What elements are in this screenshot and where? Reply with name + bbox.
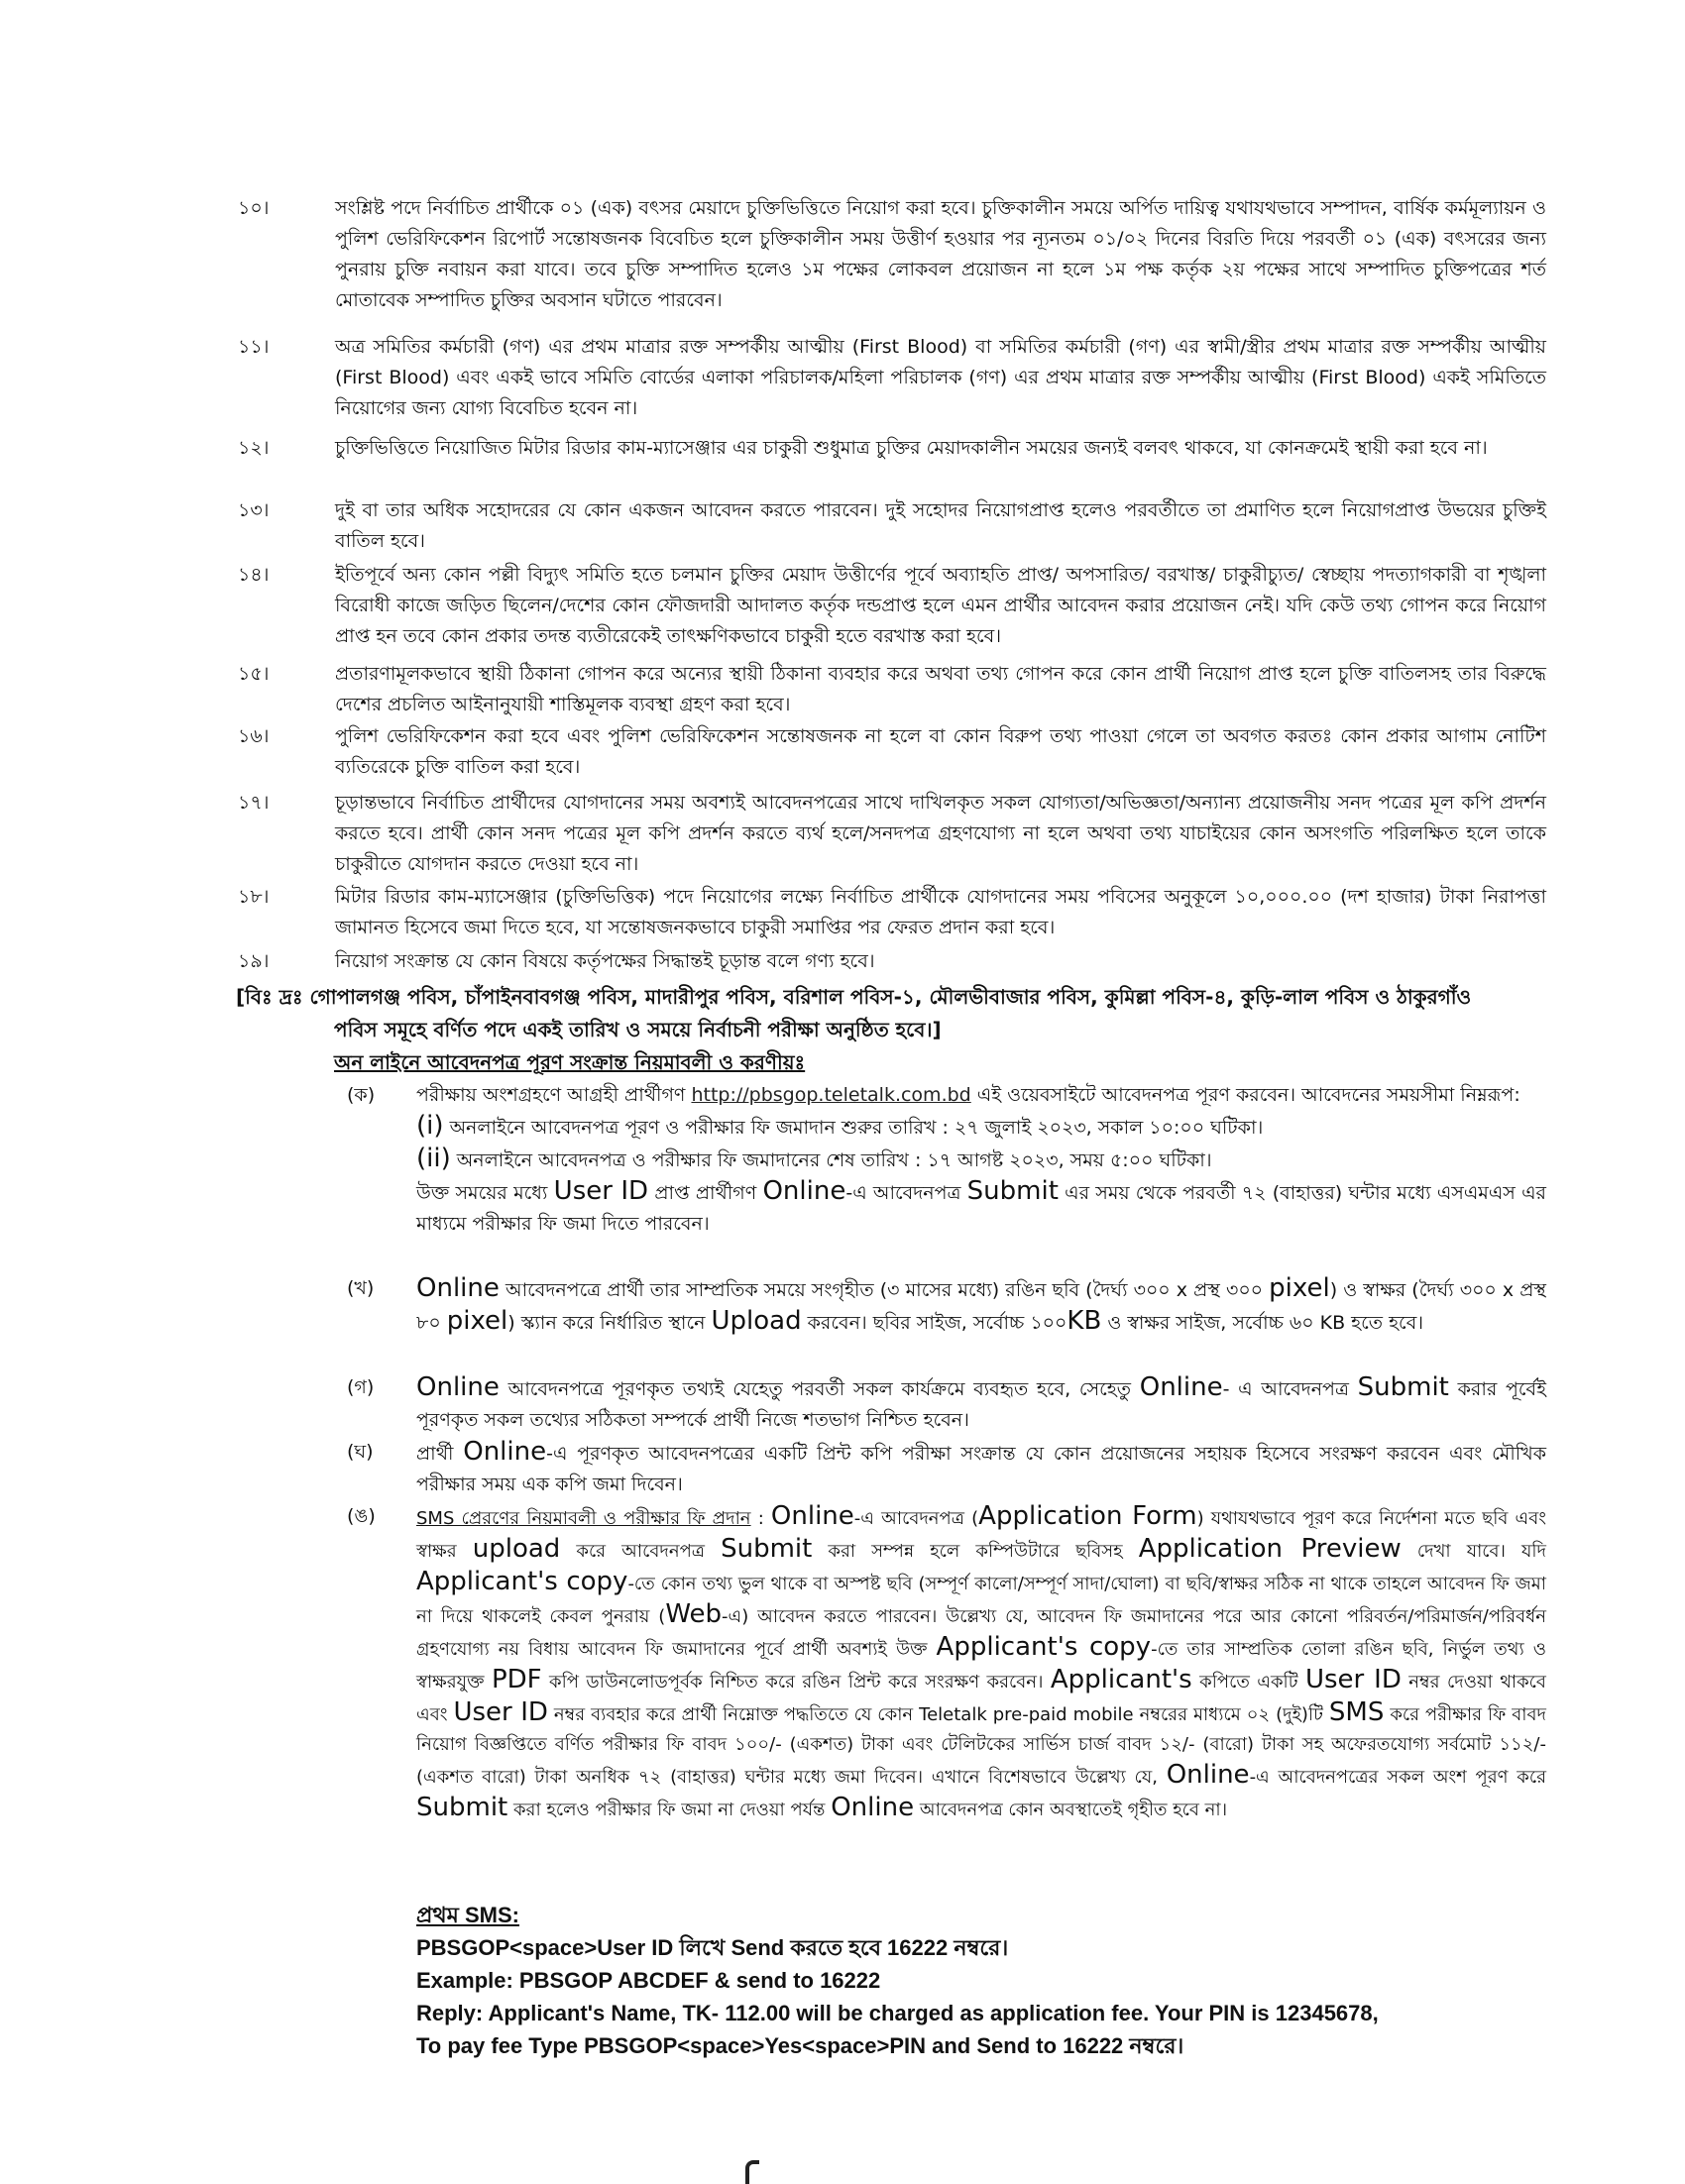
online-term: Online bbox=[762, 1176, 846, 1206]
date-marker-ii: (ii) bbox=[416, 1144, 451, 1173]
clause-number: ১০। bbox=[238, 197, 270, 219]
rule-text-part: নম্বর দেওয়া থাকবে এবং bbox=[416, 1672, 1546, 1725]
rule-text-part: এই ওয়েবসাইটে আবেদনপত্র পূরণ করবেন। আবেদনের সময়সীমা নিম্নরূপ: bbox=[976, 1084, 1520, 1106]
start-date-text: অনলাইনে আবেদনপত্র পূরণ ও পরীক্ষার ফি জমাদান শুরুর তারিখ : ২৭ জুলাই ২০২৩, সকাল ১০:০০ ঘটিকা। bbox=[449, 1117, 1264, 1139]
end-date-text: অনলাইনে আবেদনপত্র ও পরীক্ষার ফি জমাদানের শেষ তারিখ : ১৭ আগষ্ট ২০২৩, সময় ৫:০০ ঘটিকা। bbox=[456, 1149, 1212, 1171]
clause-text: মিটার রিডার কাম-ম্যাসেঞ্জার (চুক্তিভিত্তিক) পদে নিয়োগের লক্ষ্যে নির্বাচিত প্রার্থীকে যোগদানের সময় পবিসের অনুকূলে ১০,০০০.০০ (দশ হাজার) টাকা নিরাপত্তা জামানত হিসেবে জমা দিতে হবে, যা সন্তোষজনকভাবে চাকুরী সমাপ্তির পর ফেরত প্রদান করা হবে। bbox=[335, 886, 1546, 938]
clause-16 bbox=[238, 721, 1546, 783]
userid-term: User ID bbox=[453, 1697, 548, 1727]
rule-text-part: -তে তার সাম্প্রতিক তোলা রঙিন ছবি, নির্ভুল তথ্য ও স্বাক্ষরযুক্ত bbox=[416, 1639, 1546, 1693]
first-sms-label: প্রথম SMS: bbox=[416, 1903, 519, 1927]
pixel-term: pixel bbox=[1269, 1273, 1330, 1303]
online-term: Online bbox=[1139, 1372, 1223, 1402]
clause-18 bbox=[238, 882, 1546, 943]
upload-term: upload bbox=[472, 1534, 561, 1564]
clause-number: ১১। bbox=[238, 336, 270, 358]
rule-text-part: করবেন। ছবির সাইজ, সর্বোচ্চ ১০০ bbox=[807, 1312, 1067, 1334]
submit-term: Submit bbox=[966, 1176, 1059, 1206]
pdf-term: PDF bbox=[491, 1665, 542, 1694]
clause-number: ১৩। bbox=[238, 499, 270, 521]
clause-text: অত্র সমিতির কর্মচারী (গণ) এর প্রথম মাত্রার রক্ত সম্পর্কীয় আত্মীয় (First Blood) বা সমিতির কর্মচারী (গণ) এর স্বামী/স্ত্রীর প্রথম মাত্রার রক্ত সম্পর্কীয় আত্মীয় (First Blood) এবং একই ভাবে সমিতি বোর্ডের এলাকা পরিচালক/মহিলা পরিচালক (গণ) এর প্রথম মাত্রার রক্ত সম্পর্কীয় আত্মীয় (First Blood) একই সমিতিতে নিয়োগের জন্য যোগ্য বিবেচিত হবেন না। bbox=[335, 336, 1546, 419]
rule-number: (ঙ) bbox=[347, 1505, 376, 1527]
rule-text-part: করে পরীক্ষার ফি বাবদ নিয়োগ বিজ্ঞপ্তিতে বর্ণিত পরীক্ষার ফি বাবদ ১০০/- (একশত) টাকা এবং টেলিটকের সার্ভিস চার্জ বাবদ ১২/- (বারো) টাকা সহ অফেরতযোগ্য সর্বমোট ১১২/- (একশত বারো) টাকা অনধিক ৭২ (বাহাত্তর) ঘন্টার মধ্যে জমা দিবেন। এখানে বিশেষভাবে উল্লেখ্য যে, bbox=[416, 1704, 1546, 1788]
online-term: Online bbox=[770, 1501, 854, 1531]
submit-term: Submit bbox=[416, 1793, 508, 1822]
rule-text-part: আবেদনপত্রে পূরণকৃত তথ্যই যেহেতু পরবর্তী সকল কার্যক্রমে ব্যবহৃত হবে, সেহেতু bbox=[507, 1378, 1132, 1400]
rule-text-part: আবেদনপত্র কোন অবস্থাতেই গৃহীত হবে না। bbox=[919, 1800, 1228, 1820]
rule-text-part: করা সম্পন্ন হলে কম্পিউটারে ছবিসহ bbox=[828, 1541, 1123, 1562]
rule-text-part: প্রার্থী bbox=[416, 1443, 454, 1465]
rule-text-part: ) স্ক্যান করে নির্ধারিত স্থানে bbox=[507, 1312, 706, 1334]
sms-example-line: Example: PBSGOP ABCDEF & send to 16222 bbox=[416, 1968, 881, 1993]
clause-number: ১৫। bbox=[238, 663, 270, 685]
clause-17 bbox=[238, 788, 1546, 880]
rule-text bbox=[416, 1372, 1546, 1436]
applicants-copy-term: Applicant's copy bbox=[416, 1567, 628, 1596]
sms-term: SMS bbox=[1328, 1697, 1385, 1727]
rule-number: (গ) bbox=[347, 1376, 375, 1398]
rule-text bbox=[416, 1501, 1546, 1825]
online-term: Online bbox=[416, 1273, 500, 1303]
online-term: Online bbox=[416, 1372, 500, 1402]
sms-format-line: PBSGOP<space>User ID লিখে Send করতে হবে 16222 নম্বরে। bbox=[416, 1935, 1009, 1960]
rule-text-part: দেখা যাবে। যদি bbox=[1416, 1541, 1546, 1562]
clause-text: চুক্তিভিত্তিতে নিয়োজিত মিটার রিডার কাম-ম্যাসেঞ্জার এর চাকুরী শুধুমাত্র চুক্তির মেয়াদকালীন সময়ের জন্যই বলবৎ থাকবে, যা কোনক্রমেই স্থায়ী করা হবে না। bbox=[335, 437, 1488, 459]
rule-number: (খ) bbox=[347, 1277, 375, 1299]
online-application-heading: অন লাইনে আবেদনপত্র পূরণ সংক্রান্ত নিয়মাবলী ও করণীয়ঃ bbox=[334, 1050, 806, 1074]
online-term: Online bbox=[1166, 1760, 1250, 1790]
sms-pay-line: To pay fee Type PBSGOP<space>Yes<space>PIN and Send to 16222 নম্বরে। bbox=[416, 2033, 1184, 2058]
clause-number: ১২। bbox=[238, 437, 270, 459]
rule-ka bbox=[347, 1080, 1546, 1240]
application-website-link[interactable]: http://pbsgop.teletalk.com.bd bbox=[691, 1084, 971, 1106]
rule-text-part: : bbox=[757, 1508, 764, 1529]
application-form-term: Application Form bbox=[978, 1501, 1197, 1531]
rule-text-part: - এ আবেদনপত্র bbox=[1222, 1378, 1349, 1400]
rule-text bbox=[416, 1080, 1546, 1240]
rule-text-part: -এ আবেদনপত্র bbox=[845, 1182, 961, 1204]
clause-15 bbox=[238, 659, 1546, 720]
rule-text-part: -এ পূরণকৃত আবেদনপত্রের একটি প্রিন্ট কপি পরীক্ষা সংক্রান্ত যে কোন প্রয়োজনের সহায়ক হিসেবে সংরক্ষণ করবেন এবং মৌখিক পরীক্ষার সময় এক কপি জমা দিবেন। bbox=[416, 1443, 1546, 1495]
rule-text-part: ) যথাযথভাবে পূরণ করে নির্দেশনা মতে ছবি এবং স্বাক্ষর bbox=[416, 1508, 1546, 1562]
clause-14 bbox=[238, 560, 1546, 652]
clause-number: ১৮। bbox=[238, 886, 270, 908]
rule-text-part: কপি ডাউনলোডপূর্বক নিশ্চিত করে রঙিন প্রিন্ট করে সংরক্ষণ করবেন। bbox=[549, 1672, 1044, 1693]
rule-text-part: -এ আবেদনপত্র ( bbox=[853, 1508, 979, 1529]
sms-reply-line: Reply: Applicant's Name, TK- 112.00 will be charged as application fee. Your PIN is 12345678, bbox=[416, 2001, 1379, 2025]
rule-text-part: -এ) আবেদন করতে পারবেন। উল্লেখ্য যে, আবেদন ফি জমাদানের পরে আর কোনো পরিবর্তন/পরিমার্জন/পরিবর্ধন গ্রহণযোগ্য নয় বিধায় আবেদন ফি জমাদানের পূর্বে প্রার্থী অবশ্যই উক্ত bbox=[416, 1606, 1546, 1660]
clause-text: পুলিশ ভেরিফিকেশন করা হবে এবং পুলিশ ভেরিফিকেশন সন্তোষজনক না হলে বা কোন বিরুপ তথ্য পাওয়া গেলে তা অবগত করতঃ কোন প্রকার আগাম নোটিশ ব্যতিরেকে চুক্তি বাতিল করা হবে। bbox=[335, 725, 1546, 778]
clause-number: ১৭। bbox=[238, 792, 270, 814]
rule-text-part: -তে কোন তথ্য ভুল থাকে বা অস্পষ্ট ছবি (সম্পূর্ণ কালো/সম্পূর্ণ সাদা/ঘোলা) বা ছবি/স্বাক্ষর সঠিক না থাকে তাহলে আবেদন ফি জমা না দিয়ে থাকলেই কেবল পুনরায় ( bbox=[416, 1574, 1546, 1627]
clause-12 bbox=[238, 433, 1546, 464]
notice-line-1: [বিঃ দ্রঃ গোপালগঞ্জ পবিস, চাঁপাইনবাবগঞ্জ পবিস, মাদারীপুর পবিস, বরিশাল পবিস-১, মৌলভীবাজার পবিস, কুমিল্লা পবিস-৪, কুড়ি-লাল পবিস ও ঠাকুরগাঁও bbox=[236, 985, 1472, 1009]
rule-text-part: আবেদনপত্রে প্রার্থী তার সাম্প্রতিক সময়ে সংগৃহীত (৩ মাসের মধ্যে) রঙিন ছবি (দৈর্ঘ্য ৩০০ x প্রস্থ ৩০০ bbox=[505, 1279, 1264, 1301]
upload-term: Upload bbox=[711, 1306, 802, 1336]
userid-term: User ID bbox=[1304, 1665, 1402, 1694]
rule-text-part: করে আবেদনপত্র bbox=[576, 1541, 706, 1562]
clause-number: ১৬। bbox=[238, 725, 270, 747]
clause-text: ইতিপূর্বে অন্য কোন পল্লী বিদ্যুৎ সমিতি হতে চলমান চুক্তির মেয়াদ উত্তীর্ণের পূর্বে অব্যাহতি প্রাপ্ত/ অপসারিত/ বরখাস্ত/ চাকুরীচ্যুত/ স্বেচ্ছায় পদত্যাগকারী বা শৃঙ্খলা বিরোধী কাজে জড়িত ছিলেন/দেশের কোন ফৌজদারী আদালত কর্তৃক দন্ডপ্রাপ্ত হলে এমন প্রার্থীর আবেদন করার প্রয়োজন নেই। যদি কেউ তথ্য গোপন করে নিয়োগ প্রাপ্ত হন তবে কোন প্রকার তদন্ত ব্যতীরেকেই তাৎক্ষণিকভাবে চাকুরী হতে বরখাস্ত করা হবে। bbox=[335, 564, 1546, 647]
online-term: Online bbox=[463, 1437, 547, 1467]
rule-gha bbox=[347, 1437, 1546, 1500]
clause-number: ১৪। bbox=[238, 564, 270, 586]
rule-kha bbox=[347, 1273, 1546, 1339]
rule-text-part: -এ আবেদনপত্রের সকল অংশ পূরণ করে bbox=[1249, 1767, 1546, 1788]
rule-ga bbox=[347, 1372, 1546, 1436]
rule-number: (ক) bbox=[347, 1084, 376, 1106]
rule-text-part: এর সময় থেকে পরবর্তী ৭২ (বাহাত্তর) ঘন্টার মধ্যে এসএমএস এর মাধ্যমে পরীক্ষার ফি জমা দিতে পারবেন। bbox=[416, 1182, 1546, 1235]
rule-text-part: নম্বর ব্যবহার করে প্রার্থী নিম্নোক্ত পদ্ধতিতে যে কোন Teletalk pre-paid mobile নম্বরের মাধ্যমে ০২ (দুই)টি bbox=[553, 1704, 1323, 1725]
kb-term: KB bbox=[1067, 1306, 1102, 1336]
rule-text-part: প্রাপ্ত প্রার্থীগণ bbox=[654, 1182, 757, 1204]
rule-text-part: কপিতে একটি bbox=[1199, 1672, 1298, 1693]
notice-line-2: পবিস সমূহে বর্ণিত পদে একই তারিখ ও সময়ে নির্বাচনী পরীক্ষা অনুষ্ঠিত হবে।] bbox=[334, 1018, 942, 1041]
clause-text: দুই বা তার অধিক সহোদরের যে কোন একজন আবেদন করতে পারবেন। দুই সহোদর নিয়োগপ্রাপ্ত হলেও পরবর্তীতে তা প্রমাণিত হলে নিয়োগপ্রাপ্ত উভয়ের চুক্তিই বাতিল হবে। bbox=[335, 499, 1546, 552]
clause-text: চূড়ান্তভাবে নির্বাচিত প্রার্থীদের যোগদানের সময় অবশ্যই আবেদনপত্রের সাথে দাখিলকৃত সকল যোগ্যতা/অভিজ্ঞতা/অন্যান্য প্রয়োজনীয় সনদ পত্রের মূল কপি প্রদর্শন করতে হবে। প্রার্থী কোন সনদ পত্রের মূল কপি প্রদর্শন করতে ব্যর্থ হলে/সনদপত্র গ্রহণযোগ্য না হলে অথবা তথ্য যাচাইয়ের কোন অসংগতি পরিলক্ষিত হলে তাকে চাকুরীতে যোগদান করতে দেওয়া হবে না। bbox=[335, 792, 1546, 875]
pixel-term: pixel bbox=[446, 1306, 508, 1336]
rule-text-part: ও স্বাক্ষর সাইজ, সর্বোচ্চ ৬০ KB হতে হবে। bbox=[1107, 1312, 1424, 1334]
clause-text: সংশ্লিষ্ট পদে নির্বাচিত প্রার্থীকে ০১ (এক) বৎসর মেয়াদে চুক্তিভিত্তিতে নিয়োগ করা হবে। চুক্তিকালীন সময়ে অর্পিত দায়িত্ব যথাযথভাবে সম্পাদন, বার্ষিক কর্মমূল্যায়ন ও পুলিশ ভেরিফিকেশন রিপোর্ট সন্তোষজনক বিবেচিত হলে চুক্তিকালীন সময় উত্তীর্ণ হওয়ার পর ন্যূনতম ০১/০২ দিনের বিরতি দিয়ে পরবর্তী ০১ (এক) বৎসরের জন্য পুনরায় চুক্তি নবায়ন করা যাবে। তবে চুক্তি সম্পাদিত হলেও ১ম পক্ষের লোকবল প্রয়োজন না হলে ১ম পক্ষ কর্তৃক ২য় পক্ষের সাথে সম্পাদিত চুক্তিপত্রের শর্ত মোতাবেক সম্পাদিত চুক্তির অবসান ঘটাতে পারবেন। bbox=[335, 197, 1546, 311]
applicants-copy-term: Applicant's copy bbox=[936, 1632, 1152, 1662]
clause-19 bbox=[238, 946, 1546, 977]
date-marker-i: (i) bbox=[416, 1111, 444, 1141]
rule-text-part: ) ও স্বাক্ষর (দৈর্ঘ্য ৩০০ x প্রস্থ ৮০ bbox=[416, 1279, 1546, 1334]
submit-term: Submit bbox=[721, 1534, 813, 1564]
clause-text: নিয়োগ সংক্রান্ত যে কোন বিষয়ে কর্তৃপক্ষের সিদ্ধান্তই চূড়ান্ত বলে গণ্য হবে। bbox=[335, 950, 875, 972]
rule-umo bbox=[347, 1501, 1546, 1825]
applicants-term: Applicant's bbox=[1050, 1665, 1192, 1694]
rule-number: (ঘ) bbox=[347, 1441, 374, 1463]
rule-text bbox=[416, 1437, 1546, 1500]
submit-term: Submit bbox=[1357, 1372, 1449, 1402]
clause-10 bbox=[238, 193, 1546, 316]
userid-term: User ID bbox=[553, 1176, 649, 1206]
rule-text-part: করার পূর্বেই পূরণকৃত সকল তথ্যের সঠিকতা সম্পর্কে প্রার্থী নিজে শতভাগ নিশ্চিত হবেন। bbox=[416, 1378, 1546, 1431]
clause-number: ১৯। bbox=[238, 950, 270, 972]
rule-text bbox=[416, 1273, 1546, 1339]
rule-text-part: করা হলেও পরীক্ষার ফি জমা না দেওয়া পর্যন্ত bbox=[512, 1800, 826, 1820]
clause-13 bbox=[238, 495, 1546, 557]
clause-text: প্রতারণামূলকভাবে স্থায়ী ঠিকানা গোপন করে অন্যের স্থায়ী ঠিকানা ব্যবহার করে অথবা তথ্য গোপন করে কোন প্রার্থী নিয়োগ প্রাপ্ত হলে চুক্তি বাতিলসহ তার বিরুদ্ধে দেশের প্রচলিত আইনানুযায়ী শাস্তিমূলক ব্যবস্থা গ্রহণ করা হবে। bbox=[335, 663, 1546, 715]
special-notice bbox=[236, 981, 1544, 1046]
web-term: Web bbox=[665, 1599, 722, 1629]
sms-rules-title: SMS প্রেরণের নিয়মাবলী ও পরীক্ষার ফি প্রদান bbox=[416, 1508, 751, 1529]
rule-text-part: উক্ত সময়ের মধ্যে bbox=[416, 1182, 548, 1204]
page-number-mark bbox=[745, 2160, 759, 2184]
application-preview-term: Application Preview bbox=[1138, 1534, 1402, 1564]
rule-text-part: পরীক্ষায় অংশগ্রহণে আগ্রহী প্রার্থীগণ bbox=[416, 1084, 686, 1106]
clause-11 bbox=[238, 332, 1546, 424]
online-term: Online bbox=[831, 1793, 915, 1822]
